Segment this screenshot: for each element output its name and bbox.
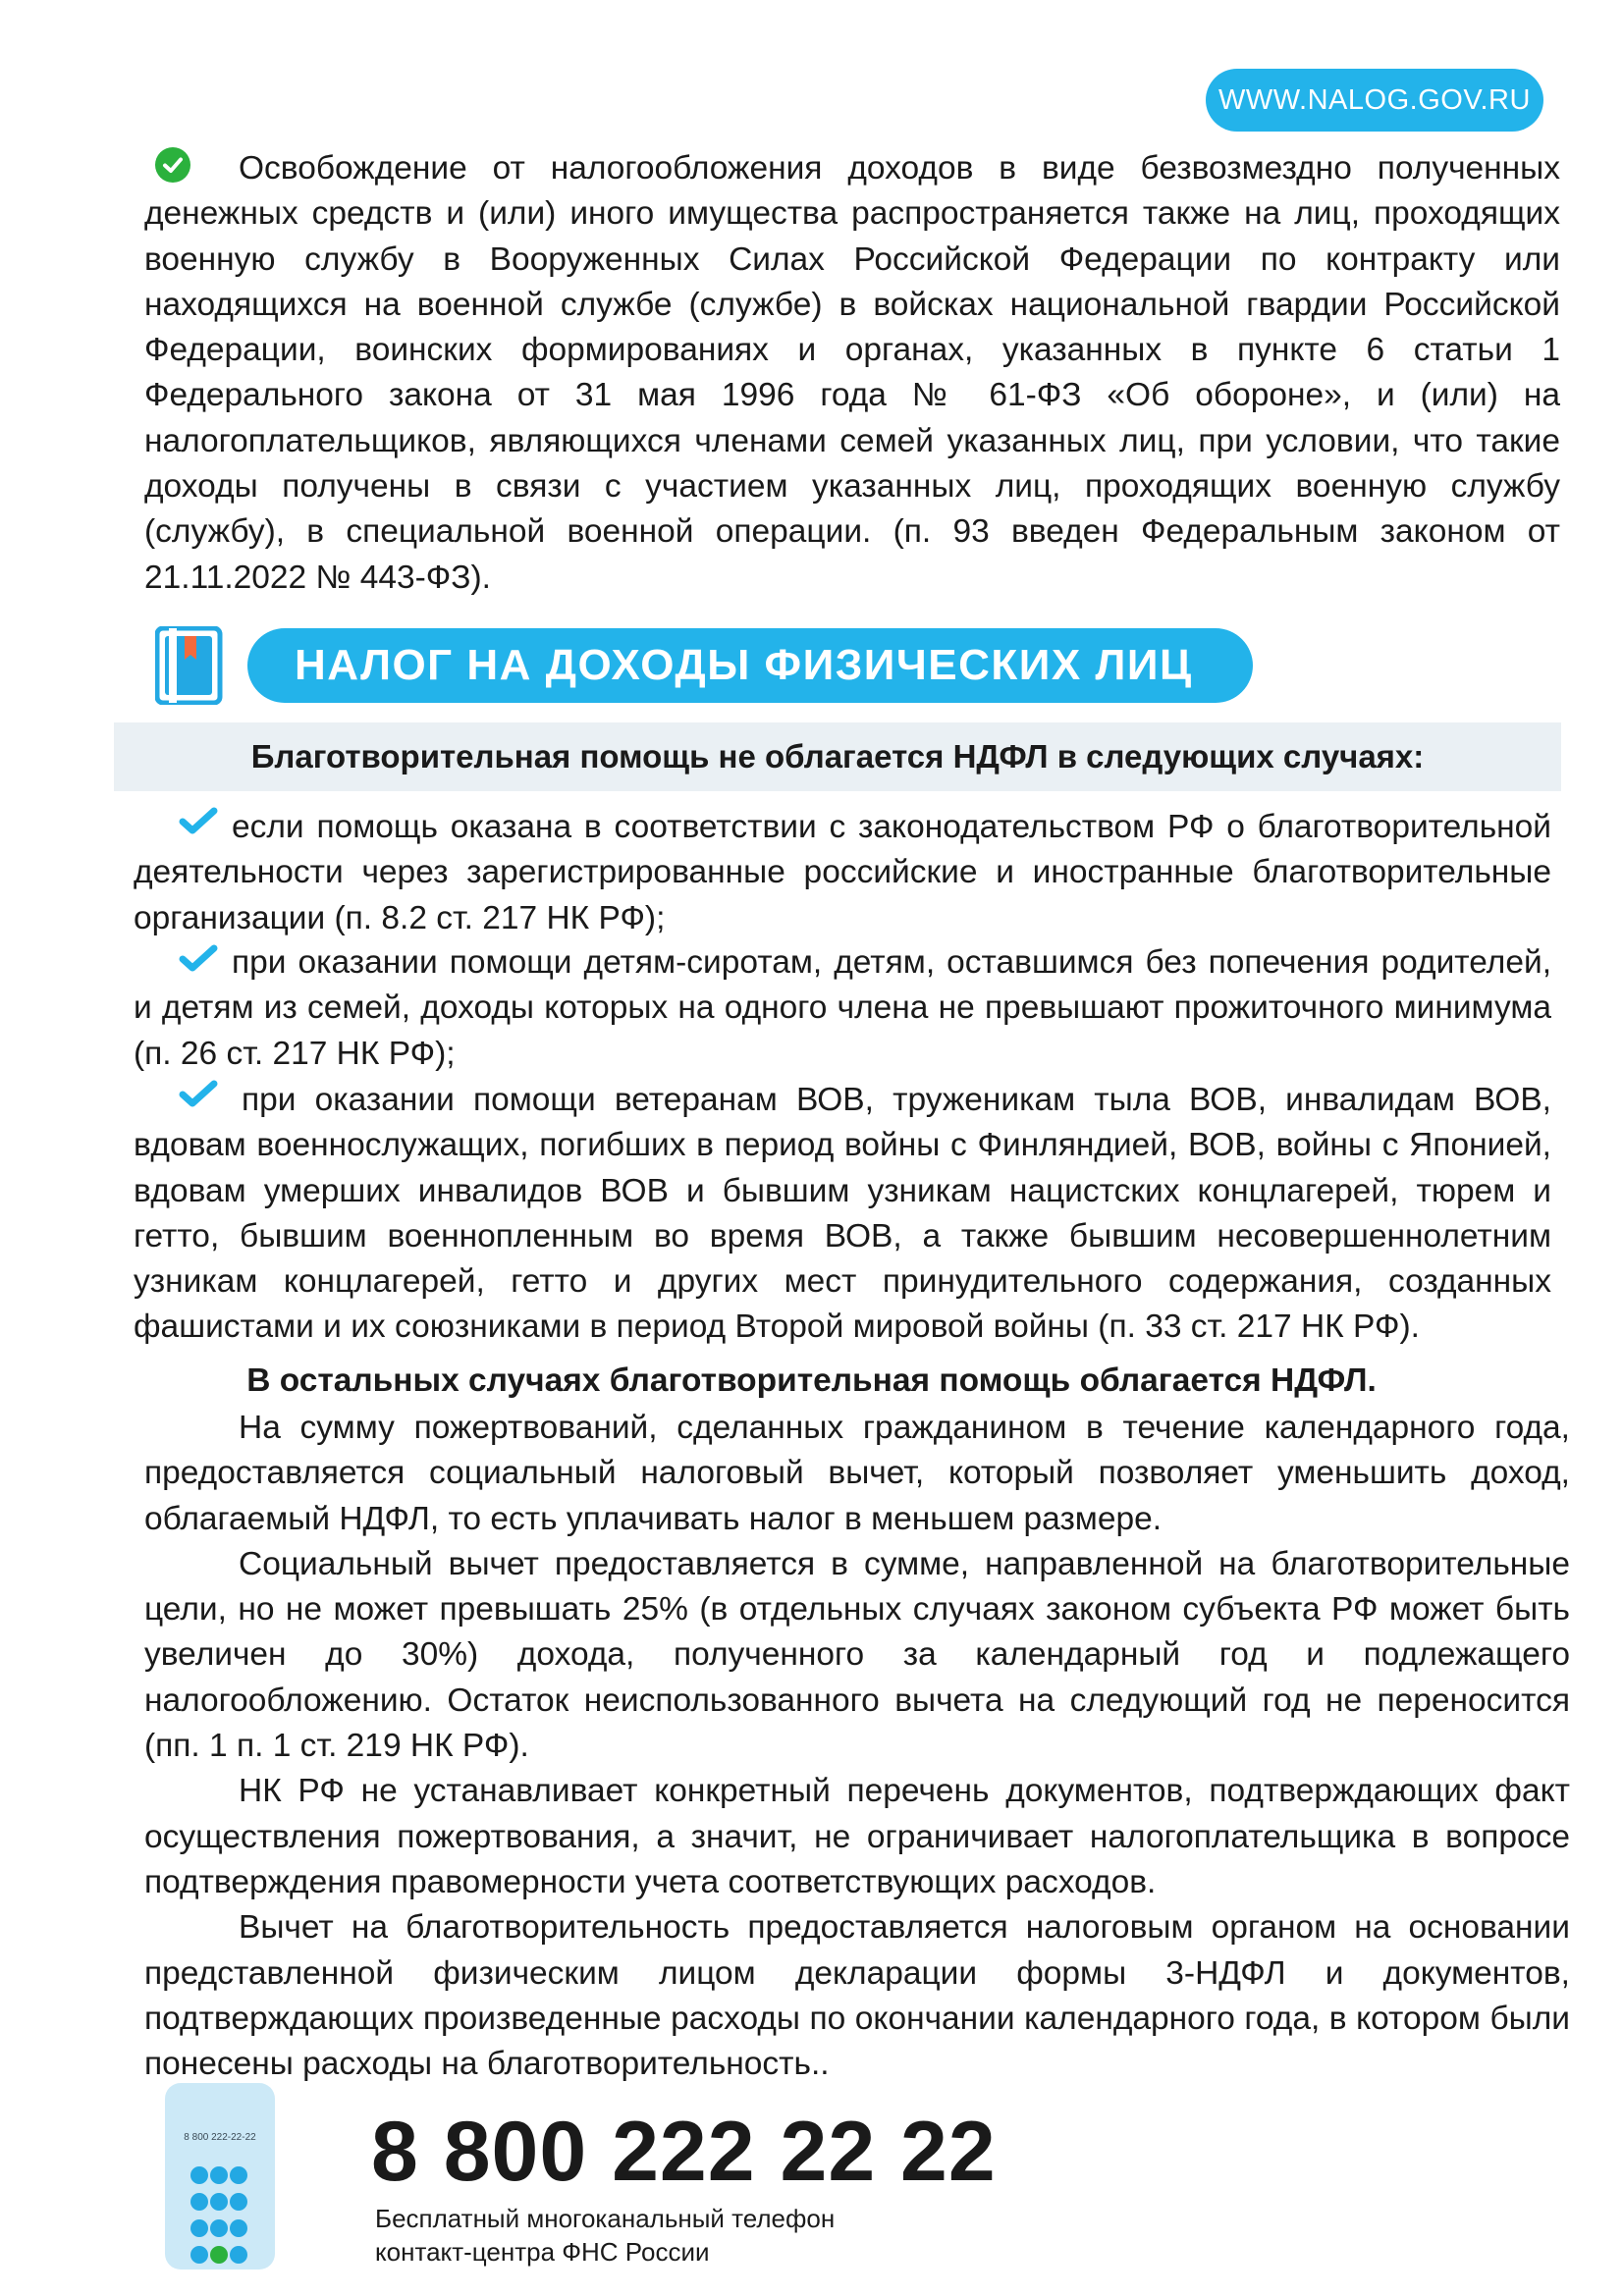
caption-line-2: контакт-центра ФНС России [375, 2237, 710, 2267]
bullet-text-2: при оказании помощи детям-сиротам, детям, оставшимся без попечения родителей, и детям из семей, доходы которых на одного члена не превышают прожиточного минимума (п. 26 ст. 217 НК РФ); [134, 944, 1551, 1072]
paragraph-3: НК РФ не устанавливает конкретный перечень документов, подтверждающих факт осуществления пожертвования, а значит, не ограничивает налогоплательщика в вопросе подтверждения правомерности учета соответствующих расходов. [144, 1773, 1570, 1900]
book-icon [155, 626, 230, 705]
intro-paragraph [144, 146, 1560, 601]
hotline-number[interactable]: 8 800 222 22 22 [371, 2105, 997, 2199]
bullet-item-2 [134, 940, 1551, 1077]
bullet-text-1: если помощь оказана в соответствии с законодательством РФ о благотворительной деятельности через зарегистрированные российские и иностранные благотворительные организации (п. 8.2 ст. 217 НК РФ); [134, 809, 1551, 936]
band-title: Благотворительная помощь не облагается НДФЛ в следующих случаях: [250, 738, 1425, 774]
section-title: НАЛОГ НА ДОХОДЫ ФИЗИЧЕСКИХ ЛИЦ [295, 641, 1193, 689]
caption-line-1: Бесплатный многоканальный телефон [375, 2204, 836, 2233]
paragraph-1: На сумму пожертвований, сделанных гражданином в течение календарного года, предоставляется социальный налоговый вычет, который позволяет уменьшить доход, облагаемый НДФЛ, то есть уплачивать налог в меньшем размере. [144, 1410, 1570, 1537]
bullet-item-1 [134, 805, 1551, 941]
keypad-icon [189, 2166, 252, 2272]
body-text [144, 1406, 1570, 2087]
bullet-text-3: при оказании помощи ветеранам ВОВ, труженикам тыла ВОВ, инвалидам ВОВ, вдовам военнослужащих, погибших в период войны с Финляндией, ВОВ, войны с Японией, вдовам умерших инвалидов ВОВ и бывшим узникам нацистских концлагерей, тюрем и гетто, бывшим военнопленным во время ВОВ, а также бывшим несовершеннолетним узникам концлагерей, гетто и других мест принудительного содержания, созданных фашистами и их союзниками в период Второй мировой войны (п. 33 ст. 217 НК РФ). [134, 1082, 1551, 1346]
phone-screen-text: 8 800 222-22-22 [184, 2132, 256, 2143]
paragraph-4: Вычет на благотворительность предоставляется налоговым органом на основании представленной физическим лицом декларации формы 3-НДФЛ и документов, подтверждающих произведенные расходы по окончании календарного года, в котором были понесены расходы на благотворительность.. [144, 1909, 1570, 2083]
bullet-item-3 [134, 1078, 1551, 1351]
site-link[interactable]: WWW.NALOG.GOV.RU [1206, 69, 1543, 132]
paragraph-2: Социальный вычет предоставляется в сумме, направленной на благотворительные цели, но не может превышать 25% (в отдельных случаях законом субъекта РФ может быть увеличен до 30%) дохода, полученного за календарный год и подлежащего налогообложению. Остаток неиспользованного вычета на следующий год не переносится (пп. 1 п. 1 ст. 219 НК РФ). [144, 1545, 1570, 1765]
hotline-caption [375, 2202, 1062, 2269]
bold-statement: В остальных случаях благотворительная помощь облагается НДФЛ. [246, 1362, 1377, 1399]
intro-text: Освобождение от налогообложения доходов в виде безвозмездно полученных денежных средств и (или) иного имущества распространяется также на лиц, проходящих военную службу в Вооруженных Силах Российской Федерации по контракту или находящихся на военной службе (службе) в войсках национальной гвардии Российской Федерации, воинских формированиях и органах, указанных в пункте 6 статьи 1 Федерального закона от 31 мая 1996 года № 61-ФЗ «Об обороне», и (или) на налогоплательщиков, являющихся членами семей указанных лиц, при условии, что такие доходы получены в связи с участием указанных лиц, проходящих военную службу (службу), в специальной военной операции. (п. 93 введен Федеральным законом от 21.11.2022 № 443-ФЗ). [144, 150, 1560, 596]
